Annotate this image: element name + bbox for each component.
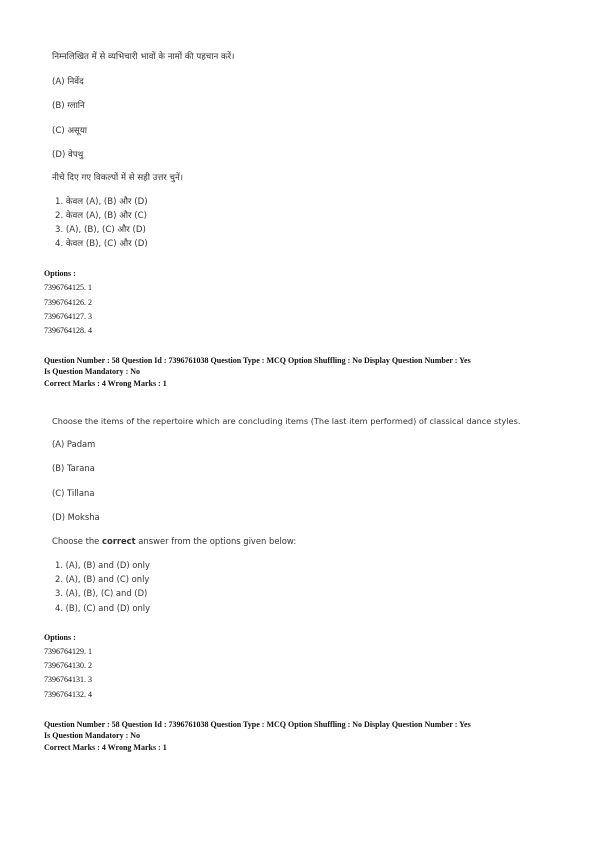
item-b: (B) Tarana <box>52 463 95 473</box>
meta-line-1: Question Number : 58 Question Id : 7396761038 Question Type : MCQ Option Shuffling : No Display Question Number : Yes <box>44 356 471 365</box>
meta-line-3: Correct Marks : 4 Wrong Marks : 1 <box>44 379 167 388</box>
question-stem: Choose the items of the repertoire which are concluding items (The last item performed) of classical dance styles. <box>52 416 521 426</box>
instruction <box>52 536 296 546</box>
option-2: 7396764130. 2 <box>44 661 92 670</box>
meta-line-3: Correct Marks : 4 Wrong Marks : 1 <box>44 743 167 752</box>
instruction: नीचे दिए गए विकल्पों में से सही उत्तर चुनें। <box>52 173 184 183</box>
instruction-post: answer from the options given below: <box>135 536 297 546</box>
choice-1: 1. (A), (B) and (D) only <box>55 560 150 570</box>
item-a: (A) Padam <box>52 439 96 449</box>
meta-line-2: Is Question Mandatory : No <box>44 731 141 740</box>
meta-line-2: Is Question Mandatory : No <box>44 367 141 376</box>
option-4: 7396764128. 4 <box>44 326 92 335</box>
options-label: Options : <box>44 633 76 642</box>
option-2: 7396764126. 2 <box>44 298 92 307</box>
option-1: 7396764125. 1 <box>44 283 92 292</box>
item-d: (D) Moksha <box>52 512 100 522</box>
item-a: (A) निर्वेद <box>52 77 84 87</box>
instruction-pre: Choose the <box>52 536 102 546</box>
item-d: (D) वेपथु <box>52 150 84 160</box>
choice-4: 4. केवल (B), (C) और (D) <box>55 239 148 249</box>
options-label: Options : <box>44 269 76 278</box>
item-c: (C) Tillana <box>52 488 95 498</box>
question-stem: निम्नलिखित में से व्यभिचारी भावों के नामों की पहचान करें। <box>52 52 235 62</box>
meta-line-1: Question Number : 58 Question Id : 7396761038 Question Type : MCQ Option Shuffling : No Display Question Number : Yes <box>44 720 471 729</box>
choice-3: 3. (A), (B), (C) और (D) <box>55 225 146 235</box>
choice-1: 1. केवल (A), (B) और (D) <box>55 197 148 207</box>
choice-2: 2. केवल (A), (B) और (C) <box>55 211 147 221</box>
choice-4: 4. (B), (C) and (D) only <box>55 603 151 613</box>
option-3: 7396764131. 3 <box>44 675 92 684</box>
choice-2: 2. (A), (B) and (C) only <box>55 574 150 584</box>
item-c: (C) असूया <box>52 126 88 136</box>
item-b: (B) ग्लानि <box>52 101 85 111</box>
choice-3: 3. (A), (B), (C) and (D) <box>55 588 148 598</box>
option-3: 7396764127. 3 <box>44 312 92 321</box>
instruction-bold: correct <box>102 536 136 546</box>
option-1: 7396764129. 1 <box>44 647 92 656</box>
option-4: 7396764132. 4 <box>44 690 92 699</box>
